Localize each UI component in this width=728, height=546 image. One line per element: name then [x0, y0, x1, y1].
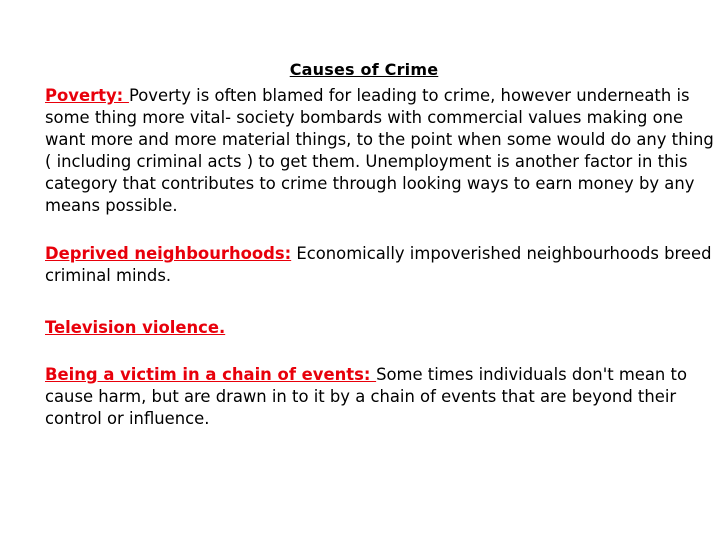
cause-label-poverty: Poverty:	[45, 86, 129, 105]
cause-text-chain-of-events: Some times individuals don't mean to cause harm, but are drawn in to it by a chain of events that are beyond their control or influence.	[45, 365, 687, 428]
cause-text-poverty: Poverty is often blamed for leading to crime, however underneath is some thing more vital- society bombards with commercial values making one want more and more material things, to the point when some would do any thing ( including criminal acts ) to get them. Unemployment is another factor in this category that contributes to crime through looking ways to earn money by any means possible.	[45, 86, 714, 215]
cause-text-deprived-neighbourhoods: Economically impoverished neighbourhoods breed criminal minds.	[45, 244, 712, 285]
slide-title: Causes of Crime	[289, 60, 439, 79]
cause-television-violence	[45, 317, 725, 339]
cause-poverty	[45, 85, 725, 217]
cause-label-television-violence: Television violence.	[45, 318, 226, 337]
cause-label-deprived-neighbourhoods: Deprived neighbourhoods:	[45, 244, 292, 263]
cause-deprived-neighbourhoods	[45, 243, 725, 287]
cause-chain-of-events	[45, 364, 725, 430]
cause-label-chain-of-events: Being a victim in a chain of events:	[45, 365, 377, 384]
slide-content	[45, 85, 725, 447]
